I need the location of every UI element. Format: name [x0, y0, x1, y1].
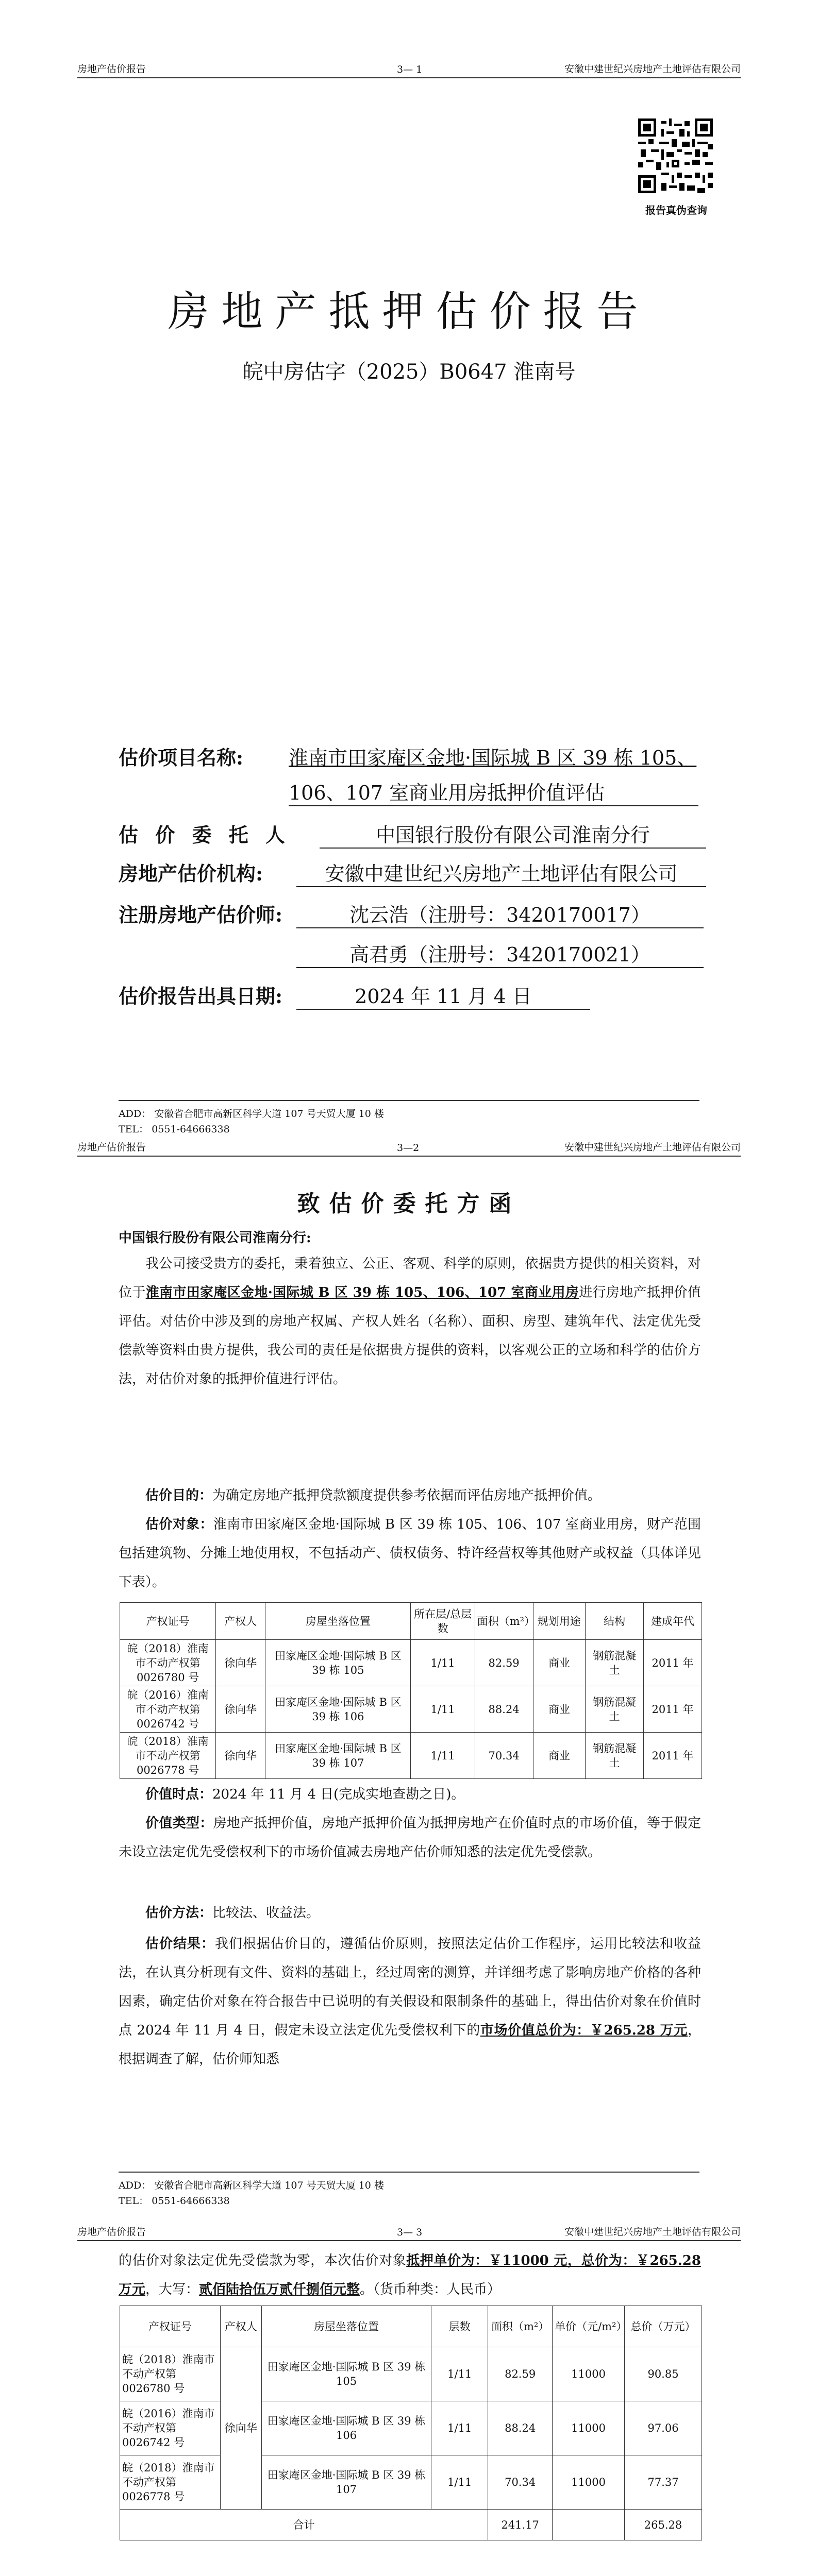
letter-page-1: [0, 1141, 818, 2223]
agency-label: 房地产估价机构:: [119, 862, 263, 885]
client-label: 估 价 委 托 人: [119, 823, 290, 846]
cell-area: 88.24: [475, 1686, 533, 1733]
table-row: [120, 1686, 702, 1733]
table-total-row: [120, 2510, 702, 2540]
th-cert: 产权证号: [120, 2306, 221, 2347]
cell-owner: 徐向华: [216, 1686, 265, 1733]
table-row: [120, 1733, 702, 1779]
cont-text-a: 的估价对象法定优先受偿款为零，本次估价对象: [119, 2253, 407, 2268]
agency-value: 安徽中建世纪兴房地产土地评估有限公司: [296, 858, 706, 887]
cell-floor: 1/11: [411, 1686, 475, 1733]
cell-location: 田家庵区金地·国际城 B 区 39 栋 105: [261, 2347, 431, 2401]
qr-caption: 报告真伪查询: [645, 204, 707, 216]
project-label: 估价项目名称:: [119, 746, 244, 769]
cell-total-price: 77.37: [625, 2455, 702, 2510]
cell-area: 88.24: [488, 2401, 553, 2455]
cell-cert: 皖（2016）淮南市不动产权第 0026742 号: [120, 1686, 216, 1733]
cell-use: 商业: [533, 1733, 586, 1779]
cell-area: 70.34: [488, 2455, 553, 2510]
cell-cert: 皖（2018）淮南市不动产权第 0026778 号: [120, 1733, 216, 1779]
table-row: [120, 1640, 702, 1686]
table-row: [120, 2455, 702, 2510]
th-area: 面积（m²）: [475, 1603, 533, 1640]
header-company: 安徽中建世纪兴房地产土地评估有限公司: [564, 1142, 741, 1153]
cell-floor: 1/11: [411, 1733, 475, 1779]
result-paragraph: [119, 1929, 701, 2074]
method-label: 估价方法：: [145, 1905, 213, 1921]
th-unit-price: 单价（元/m²）: [553, 2306, 625, 2347]
purpose-paragraph: [119, 1481, 701, 1510]
intro-text-c: 进行房地产抵押价值评估。对估价中涉及到的房地产权属、产权人姓名（名称）、面积、房型、建筑年代、法定优先受偿款等资料由贵方提供，我公司的责任是依据贵方提供的资料，以客观公正的立场和科学的估价方法，对估价对象的抵押价值进行评估。: [119, 1285, 701, 1387]
cell-floor: 1/11: [431, 2347, 488, 2401]
header-page-number: 3— 1: [397, 64, 423, 75]
total-value: 265.28: [625, 2510, 702, 2540]
report-number: 皖中房估字（2025）B0647 淮南号: [242, 360, 576, 384]
cell-use: 商业: [533, 1640, 586, 1686]
cell-year: 2011 年: [644, 1733, 702, 1779]
value-type-text: 房地产抵押价值，房地产抵押价值为抵押房地产在价值时点的市场价值，等于假定未设立法定优先受偿权利下的市场价值减去房地产估价师知悉的法定优先受偿款。: [119, 1816, 701, 1860]
cell-unit-price: 11000: [553, 2401, 625, 2455]
cell-owner: 徐向华: [220, 2347, 261, 2510]
th-structure: 结构: [586, 1603, 644, 1640]
value-type-paragraph: [119, 1809, 701, 1867]
qr-code-icon[interactable]: [638, 118, 713, 193]
method-paragraph: [119, 1899, 701, 1927]
th-year: 建成年代: [644, 1603, 702, 1640]
th-total-price: 总价（万元）: [625, 2306, 702, 2347]
cell-location: 田家庵区金地·国际城 B 区 39 栋 106: [261, 2401, 431, 2455]
date-label: 估价报告出具日期:: [119, 985, 283, 1008]
th-floor: 所在层/总层数: [411, 1603, 475, 1640]
cell-owner: 徐向华: [216, 1733, 265, 1779]
value-in-words: 贰佰陆拾伍万贰仟捌佰元整: [199, 2282, 360, 2297]
footer-address: ADD： 安徽省合肥市高新区科学大道 107 号天贸大厦 10 楼: [119, 2180, 384, 2191]
cell-cert: 皖（2018）淮南市不动产权第 0026780 号: [120, 2347, 221, 2401]
header-company: 安徽中建世纪兴房地产土地评估有限公司: [564, 63, 741, 75]
purpose-text: 为确定房地产抵押贷款额度提供参考依据而评估房地产抵押价值。: [212, 1488, 602, 1503]
report-title: 房地产抵押估价报告: [168, 287, 650, 335]
page-header: [77, 2226, 741, 2241]
table-row: [120, 2347, 702, 2401]
total-unit-price: [553, 2510, 625, 2540]
cell-cert: 皖（2018）淮南市不动产权第 0026778 号: [120, 2455, 221, 2510]
page-footer: [119, 1100, 699, 1137]
cell-total-price: 97.06: [625, 2401, 702, 2455]
cell-year: 2011 年: [644, 1686, 702, 1733]
result-text-c: ，根据调查了解，估价师知悉: [119, 2023, 701, 2067]
header-left: 房地产估价报告: [77, 63, 146, 75]
table-header-row: [120, 1603, 702, 1640]
cell-floor: 1/11: [411, 1640, 475, 1686]
cell-location: 田家庵区金地·国际城 B 区 39 栋 106: [265, 1686, 411, 1733]
cell-structure: 钢筋混凝土: [586, 1686, 644, 1733]
th-use: 规划用途: [533, 1603, 586, 1640]
cell-area: 82.59: [475, 1640, 533, 1686]
header-page-number: 3— 3: [397, 2227, 423, 2238]
object-paragraph: [119, 1510, 701, 1597]
cell-floor: 1/11: [431, 2455, 488, 2510]
th-area: 面积（m²）: [488, 2306, 553, 2347]
cell-location: 田家庵区金地·国际城 B 区 39 栋 105: [265, 1640, 411, 1686]
value-date-paragraph: [119, 1780, 701, 1809]
method-text: 比较法、收益法。: [212, 1905, 320, 1921]
table-row: [120, 2401, 702, 2455]
date-value: 2024 年 11 月 4 日: [296, 980, 590, 1010]
cont-text-e: 。（货币种类：人民币）: [360, 2282, 501, 2297]
intro-property: 淮南市田家庵区金地·国际城 B 区 39 栋 105、106、107 室商业用房: [145, 1285, 579, 1300]
cell-location: 田家庵区金地·国际城 B 区 39 栋 107: [261, 2455, 431, 2510]
header-left: 房地产估价报告: [77, 2226, 146, 2238]
letter-page-2: [0, 2226, 818, 2576]
value-date-label: 价值时点：: [145, 1787, 213, 1802]
letter-addressee: 中国银行股份有限公司淮南分行:: [119, 1230, 311, 1246]
cell-area: 82.59: [488, 2347, 553, 2401]
total-label: 合计: [120, 2510, 488, 2540]
object-label: 估价对象：: [145, 1517, 213, 1532]
cell-structure: 钢筋混凝土: [586, 1640, 644, 1686]
client-value: 中国银行股份有限公司淮南分行: [320, 819, 706, 849]
cell-total-price: 90.85: [625, 2347, 702, 2401]
cell-use: 商业: [533, 1686, 586, 1733]
footer-address: ADD： 安徽省合肥市高新区科学大道 107 号天贸大厦 10 楼: [119, 1108, 384, 1120]
mortgage-value: 抵押单价为：￥11000 元，总价为：￥265.28 万元: [119, 2253, 701, 2297]
result-market-value: 市场价值总价为：￥265.28 万元: [480, 2023, 688, 2038]
project-value-line1: 淮南市田家庵区金地·国际城 B 区 39 栋 105、: [289, 747, 697, 769]
cell-area: 70.34: [475, 1733, 533, 1779]
cell-unit-price: 11000: [553, 2347, 625, 2401]
header-left: 房地产估价报告: [77, 1142, 146, 1153]
cell-cert: 皖（2016）淮南市不动产权第 0026742 号: [120, 2401, 221, 2455]
value-type-label: 价值类型：: [145, 1816, 213, 1831]
footer-phone: TEL： 0551-64666338: [119, 1124, 230, 1135]
page-footer: [119, 2172, 699, 2209]
footer-phone: TEL： 0551-64666338: [119, 2195, 230, 2207]
cell-unit-price: 11000: [553, 2455, 625, 2510]
appraiser-label: 注册房地产估价师:: [119, 903, 283, 926]
cover-page: [0, 0, 818, 1135]
cell-year: 2011 年: [644, 1640, 702, 1686]
property-table: [120, 1602, 702, 1779]
purpose-label: 估价目的：: [145, 1488, 213, 1503]
th-location: 房屋坐落位置: [261, 2306, 431, 2347]
intro-text-a: 我公司接受贵方的委托，秉着独立、公正、客观、科学的原则，依据贵方提供的相关资料，对位于: [119, 1256, 701, 1300]
project-value-line2: 106、107 室商业用房抵押价值评估: [289, 777, 698, 806]
value-date-text: 2024 年 11 月 4 日(完成实地查勘之日)。: [212, 1787, 465, 1802]
result-label: 估价结果：: [145, 1936, 215, 1952]
th-cert: 产权证号: [120, 1603, 216, 1640]
page-header: [77, 1141, 741, 1157]
th-owner: 产权人: [216, 1603, 265, 1640]
result-text-a: 我们根据估价目的，遵循估价原则，按照法定估价工作程序，运用比较法和收益法，在认真分析现有文件、资料的基础上，经过周密的测算，并详细考虑了影响房地产价格的各种因素，确定估价对象在符合报告中已说明的有关假设和限制条件的基础上，得出估价对象在价值时点 2024 年 11 月 4 日，假定未设立法定优先受偿权利下的: [119, 1936, 701, 2038]
continuation-paragraph: [119, 2246, 701, 2304]
header-page-number: 3—2: [397, 1142, 420, 1154]
page-header: [77, 63, 741, 78]
table-header-row: [120, 2306, 702, 2347]
cell-floor: 1/11: [431, 2401, 488, 2455]
appraiser-1: 沈云浩（注册号：3420170017）: [296, 899, 704, 928]
cell-cert: 皖（2018）淮南市不动产权第 0026780 号: [120, 1640, 216, 1686]
th-floor: 层数: [431, 2306, 488, 2347]
cell-structure: 钢筋混凝土: [586, 1733, 644, 1779]
th-owner: 产权人: [220, 2306, 261, 2347]
object-text: 淮南市田家庵区金地·国际城 B 区 39 栋 105、106、107 室商业用房，财产范围包括建筑物、分摊土地使用权，不包括动产、债权债务、特许经营权等其他财产或权益（具体详见下表）。: [119, 1517, 701, 1590]
letter-title: 致估价委托方函: [297, 1191, 521, 1217]
appraiser-2: 高君勇（注册号：3420170021）: [296, 939, 704, 968]
cell-owner: 徐向华: [216, 1640, 265, 1686]
valuation-table: [120, 2306, 702, 2540]
cell-location: 田家庵区金地·国际城 B 区 39 栋 107: [265, 1733, 411, 1779]
th-location: 房屋坐落位置: [265, 1603, 411, 1640]
header-company: 安徽中建世纪兴房地产土地评估有限公司: [564, 2226, 741, 2238]
letter-intro: [119, 1249, 701, 1394]
cont-text-c: ，大写：: [145, 2282, 199, 2297]
total-area: 241.17: [488, 2510, 553, 2540]
